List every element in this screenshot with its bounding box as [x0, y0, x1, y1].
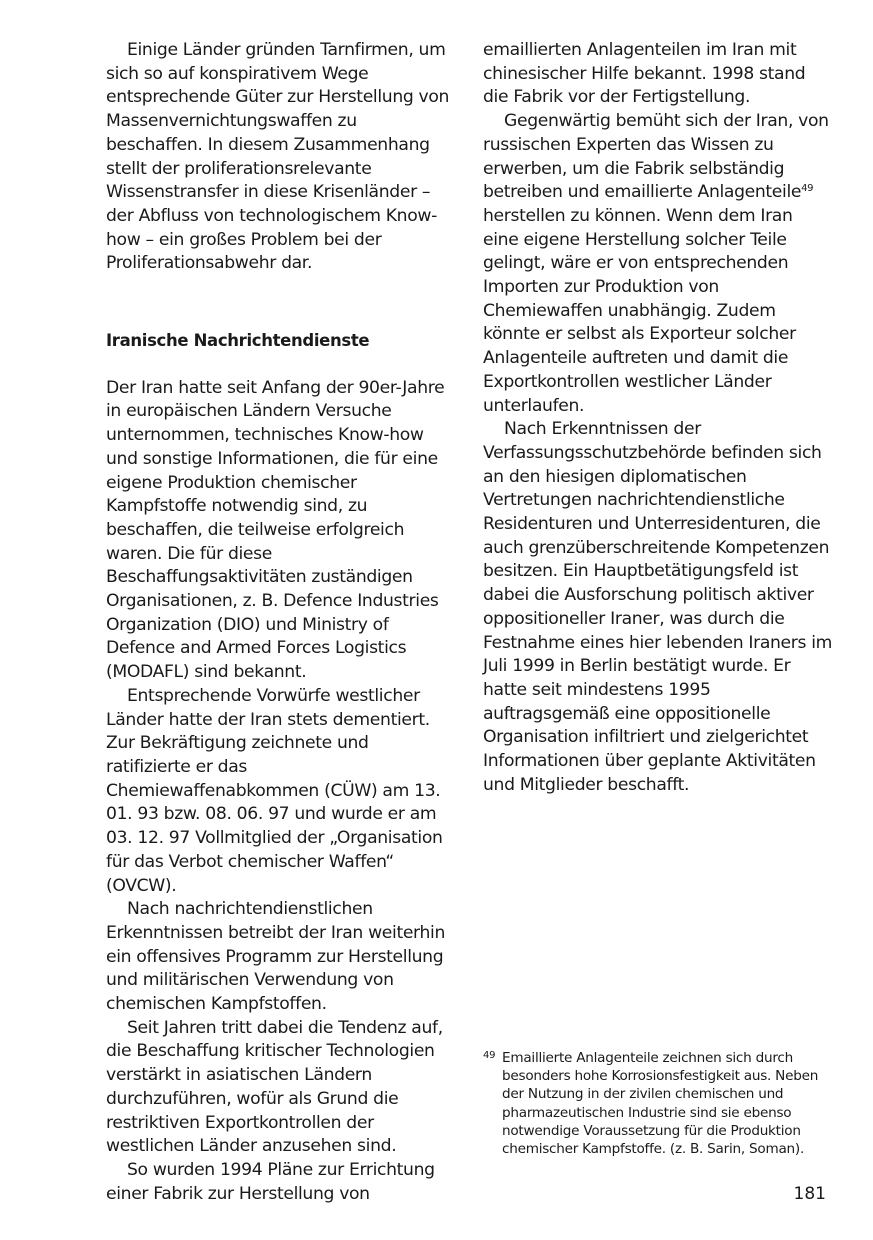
footnote-number: 49: [483, 1050, 496, 1061]
paragraph: Einige Länder gründen Tarnfirmen, um sich so auf konspirativem Wege entsprechende Güter zur Herstellung von Massenvernichtungswaffen zu beschaffen. In diesem Zusammenhang stellt der proliferationsrelevante Wissenstransfer in diese Krisenländer – der Abfluss von technologischem Know-how – ein großes Problem bei der Proliferationsabwehr dar.: [106, 40, 450, 274]
paragraph: Nach Erkenntnissen der Verfassungsschutzbehörde befinden sich an den hiesigen diplomatischen Vertretungen nachrichtendienstliche Residenturen und Unterresidenturen, die auch grenzüberschreitende Kompetenzen besitzen. Ein Hauptbetätigungsfeld ist dabei die Ausforschung politisch aktiver oppositioneller Iraner, was durch die Festnahme eines hier lebenden Iraners im Juli 1999 in Berlin bestätigt wurde. Er hatte seit mindestens 1995 auftragsgemäß eine oppositionelle Organisation infiltriert und zielgerichtet Informationen über geplante Aktivitäten und Mitglieder beschafft.: [483, 419, 833, 795]
paragraph: Der Iran hatte seit Anfang der 90er-Jahre in europäischen Ländern Versuche unternommen, technisches Know-how und sonstige Informationen, die für eine eigene Produktion chemischer Kampfstoffe notwendig sind, zu beschaffen, die teilweise erfolgreich waren. Die für diese Beschaffungsaktivitäten zuständigen Organisationen, z. B. Defence Industries Organization (DIO) und Ministry of Defence and Armed Forces Logistics (MODAFL) sind bekannt.: [106, 377, 445, 683]
footnote-text: Emaillierte Anlagenteile zeichnen sich durch besonders hohe Korrosionsfestigkeit aus. Neben der Nutzung in der zivilen chemischen und pharmazeutischen Industrie sind sie ebenso notwendige Voraussetzung für die Produktion chemischer Kampfstoffe. (z. B. Sarin, Soman).: [502, 1050, 819, 1158]
left-column: [106, 39, 454, 1206]
paragraph: Entsprechende Vorwürfe westlicher Länder hatte der Iran stets dementiert. Zur Bekräftigung zeichnete und ratifizierte er das Chemiewaffenabkommen (CÜW) am 13. 01. 93 bzw. 08. 06. 97 und wurde er am 03. 12. 97 Vollmitglied der „Organisation für das Verbot chemischer Waffen“ (OVCW).: [106, 685, 443, 896]
page-number: 181: [793, 1184, 826, 1204]
paragraph: emaillierten Anlagenteilen im Iran mit chinesischer Hilfe bekannt. 1998 stand die Fabrik vor der Fertigstellung.: [483, 40, 806, 108]
paragraph-text: Gegenwärtig bemüht sich der Iran, von russischen Experten das Wissen zu erwerben, um die Fabrik selbständig betreiben und emaillierte Anlagenteile: [483, 111, 829, 203]
paragraph: Nach nachrichtendienstlichen Erkenntnissen betreibt der Iran weiterhin ein offensives Programm zur Herstellung und militärischen Verwendung von chemischen Kampfstoffen.: [106, 899, 445, 1015]
right-column: [483, 39, 833, 798]
paragraph: Seit Jahren tritt dabei die Tendenz auf, die Beschaffung kritischer Technologien verstärkt in asiatischen Ländern durchzuführen, wofür als Grund die restriktiven Exportkontrollen der westlichen Länder anzusehen sind.: [106, 1017, 443, 1157]
paragraph: [483, 110, 833, 418]
footnote-reference: 49: [801, 183, 814, 195]
footnote: [483, 1049, 833, 1158]
section-heading: Iranische Nachrichtendienste: [106, 331, 370, 351]
paragraph: So wurden 1994 Pläne zur Errichtung einer Fabrik zur Herstellung von: [106, 1159, 435, 1204]
paragraph-text: herstellen zu können. Wenn dem Iran eine eigene Herstellung solcher Teile gelingt, wäre er von entsprechenden Importen zur Produktion von Chemiewaffen unabhängig. Zudem könnte er selbst als Exporteur solcher Anlagenteile auftreten und damit die Exportkontrollen westlicher Länder unterlaufen.: [483, 205, 796, 416]
